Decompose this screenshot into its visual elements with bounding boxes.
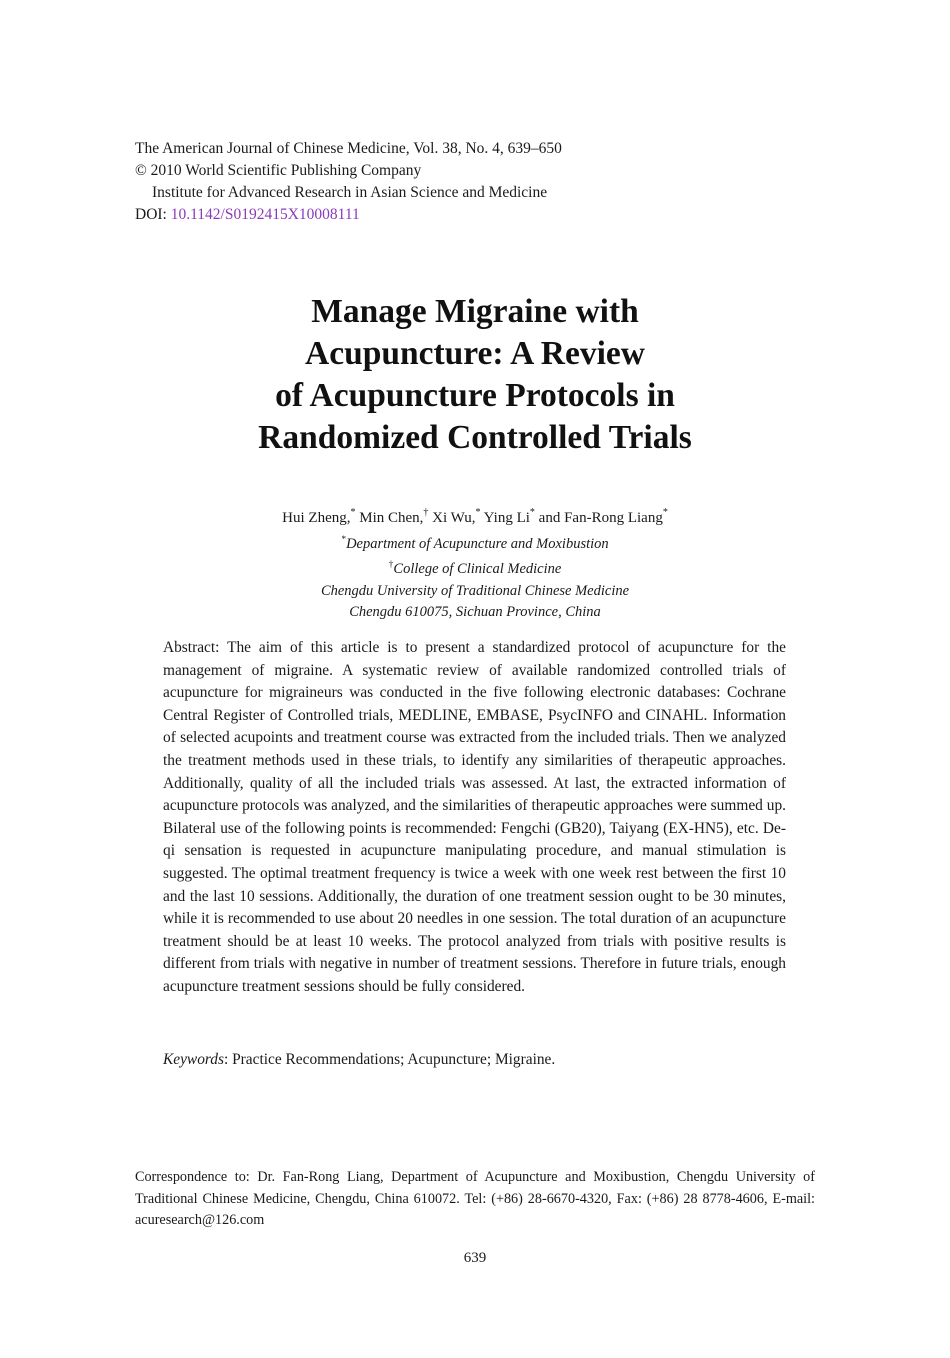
journal-header (135, 138, 562, 226)
title-line-1: Manage Migraine with (311, 293, 639, 330)
article-title (150, 291, 800, 459)
correspondence-footnote: Correspondence to: Dr. Fan-Rong Liang, Department of Acupuncture and Moxibustion, Chengdu University of Traditional Chinese Medicine, Chengdu, China 610072. Tel: (+86) 28-6670-4320, Fax: (+86) 28 8778-4606, E-mail: acuresearch@126.com (135, 1169, 815, 1228)
author-mark: * (350, 507, 356, 518)
author-mark: * (475, 507, 481, 518)
keywords-label: Keywords (163, 1051, 224, 1068)
title-line-3: of Acupuncture Protocols in (275, 377, 675, 414)
page-number: 639 (463, 1250, 487, 1266)
author-name: and Fan-Rong Liang (538, 510, 663, 526)
affiliation-mark: † (388, 560, 394, 571)
keywords-line (163, 1049, 555, 1071)
doi-link[interactable]: 10.1142/S0192415X10008111 (170, 206, 360, 223)
author-name: Min Chen, (359, 510, 424, 526)
author-name: Xi Wu, (432, 510, 476, 526)
affiliation-address: Chengdu 610075, Sichuan Province, China (349, 604, 601, 621)
affiliation-department (150, 530, 800, 555)
keywords-value: : Practice Recommendations; Acupuncture; Migraine. (224, 1051, 556, 1068)
doi-line (135, 204, 562, 226)
title-line-2: Acupuncture: A Review (305, 335, 645, 372)
author-mark: * (662, 507, 668, 518)
abstract-paragraph: Abstract: The aim of this article is to present a standardized protocol of acupuncture for the management of migraine. A systematic review of available randomized controlled trials of acupuncture for migraineurs was conducted in the five following electronic databases: Cochrane Central Register of Controlled trials, MEDLINE, EMBASE, PsycINFO and CINAHL. Information of selected acupoints and treatment course was extracted from the included trials. Then we analyzed the treatment methods used in these trials, to identify any similarities of therapeutic approaches. Additionally, quality of all the included trials was assessed. At last, the extracted information of acupuncture protocols was analyzed, and the similarities of therapeutic approaches were summed up. Bilateral use of the following points is recommended: Fengchi (GB20), Taiyang (EX-HN5), etc. De-qi sensation is requested in acupuncture manipulating procedure, and manual stimulation is suggested. The optimal treatment frequency is twice a week with one week rest between the first 10 and the last 10 sessions. Additionally, the duration of one treatment session ought to be 30 minutes, while it is recommended to use about 20 needles in one session. The total duration of an acupuncture treatment should be at least 10 weeks. The protocol analyzed from trials with positive results is different from trials with negative in number of treatment sessions. Therefore in future trials, enough acupuncture treatment sessions should be fully considered. (163, 639, 786, 995)
affiliation-college (150, 555, 800, 580)
affiliation-mark: * (341, 535, 347, 545)
author-name: Ying Li (483, 510, 530, 526)
author-list (150, 504, 800, 528)
affiliations (150, 530, 800, 624)
institute-line: Institute for Advanced Research in Asian Science and Medicine (152, 184, 548, 201)
affiliation-university: Chengdu University of Traditional Chinese Medicine (320, 582, 630, 599)
copyright-line: © 2010 World Scientific Publishing Company (135, 162, 422, 179)
college-name: College of Clinical Medicine (393, 561, 562, 578)
journal-citation: The American Journal of Chinese Medicine, Vol. 38, No. 4, 639–650 (135, 140, 562, 157)
department-name: Department of Acupuncture and Moxibustion (346, 535, 609, 552)
title-line-4: Randomized Controlled Trials (258, 419, 692, 456)
doi-label: DOI: (135, 206, 167, 223)
author-mark: * (529, 507, 535, 518)
author-mark: † (423, 507, 429, 518)
author-name: Hui Zheng, (282, 510, 351, 526)
